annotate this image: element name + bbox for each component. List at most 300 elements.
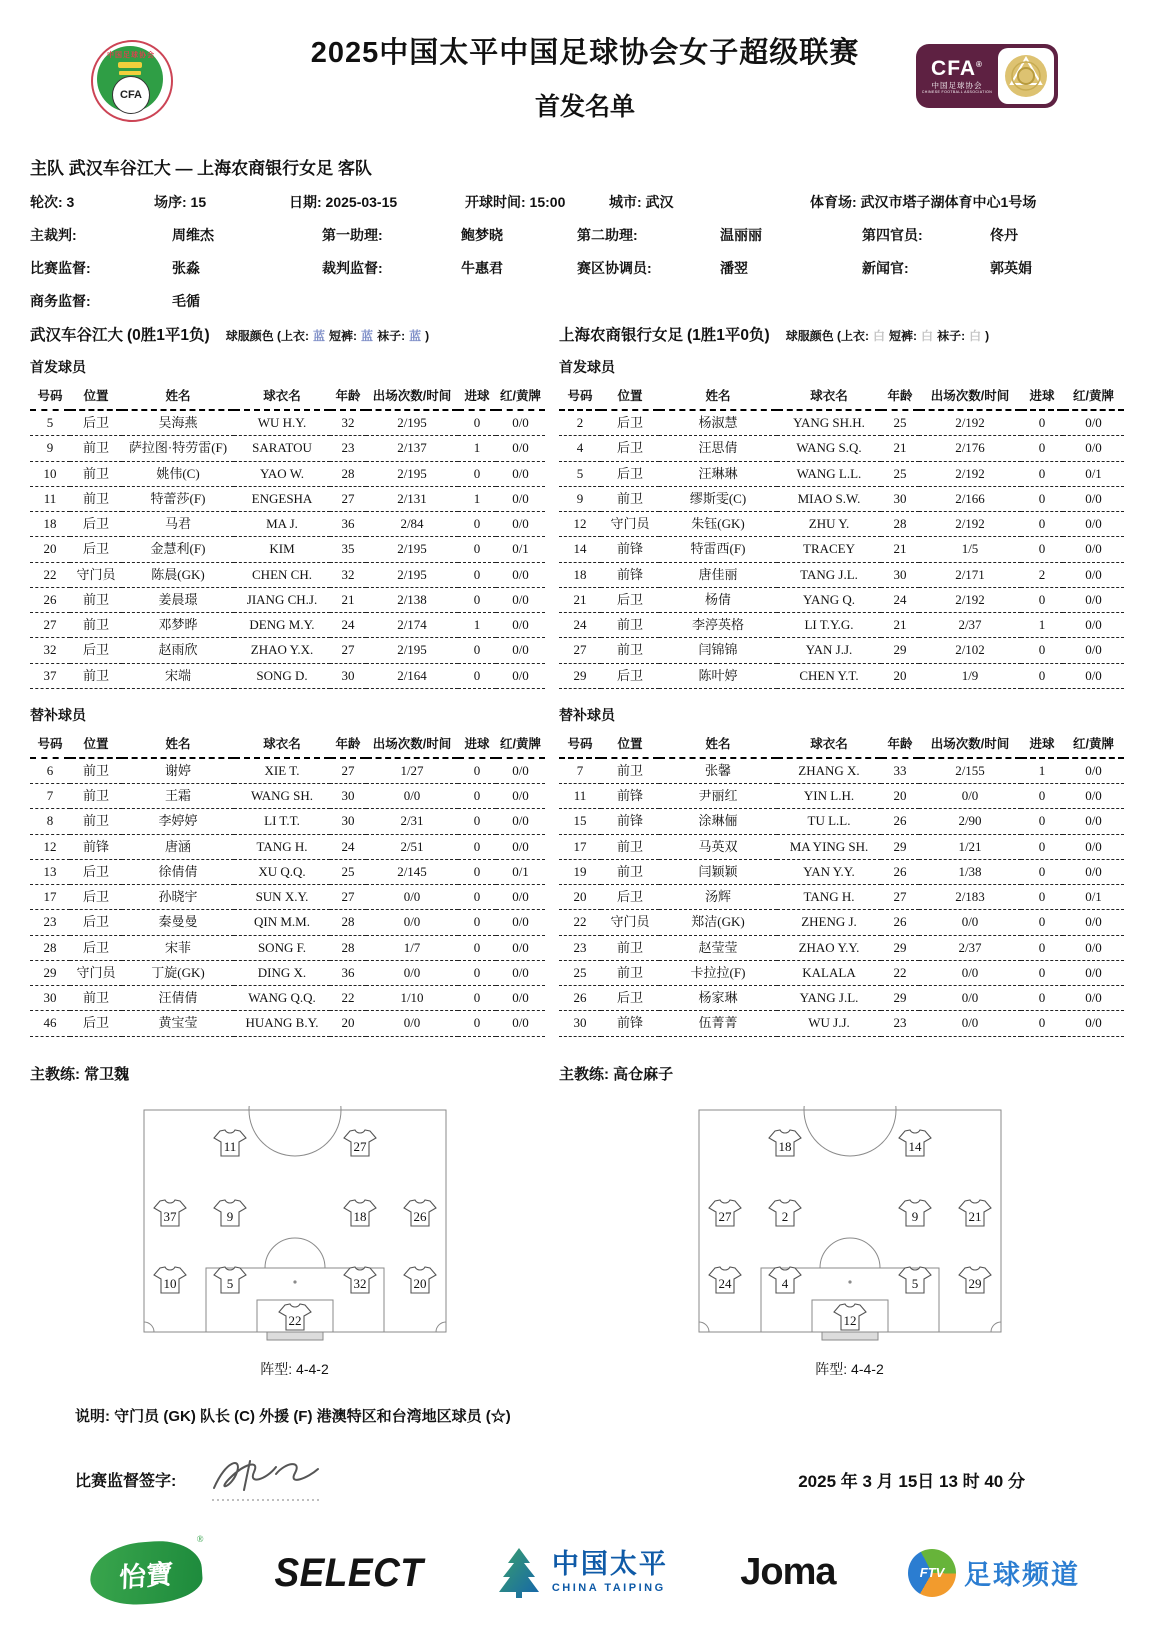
table-cell: 2/145 xyxy=(366,860,458,885)
column-gap xyxy=(545,436,559,461)
player-jersey xyxy=(709,1200,741,1226)
player-jersey xyxy=(959,1267,991,1293)
table-cell: 0 xyxy=(1021,588,1063,613)
table-cell: DING X. xyxy=(234,961,330,986)
table-cell: 前卫 xyxy=(70,986,122,1011)
table-cell: 25 xyxy=(881,411,919,436)
info-label: 新闻官: xyxy=(862,260,909,276)
table-cell: 1 xyxy=(458,613,496,638)
table-cell: 36 xyxy=(330,512,366,537)
table-cell: 守门员 xyxy=(70,961,122,986)
table-cell: 30 xyxy=(330,664,366,689)
info-value: 周维杰 xyxy=(172,227,214,243)
table-cell: 前卫 xyxy=(70,487,122,512)
supervisor-signature xyxy=(204,1452,334,1508)
column-header: 姓名 xyxy=(122,733,234,759)
table-cell: 32 xyxy=(330,563,366,588)
table-cell: WANG Q.Q. xyxy=(234,986,330,1011)
column-gap xyxy=(545,613,559,638)
table-cell: 9 xyxy=(30,436,70,461)
crest-gate-icon xyxy=(118,62,142,68)
table-cell: 30 xyxy=(30,986,70,1011)
table-cell: 2/131 xyxy=(366,487,458,512)
table-cell: 0/0 xyxy=(366,1011,458,1036)
table-cell: 守门员 xyxy=(601,910,659,935)
table-cell: 22 xyxy=(330,986,366,1011)
table-cell: XIE T. xyxy=(234,759,330,784)
column-header: 年龄 xyxy=(330,733,366,759)
table-cell: 28 xyxy=(330,462,366,487)
table-cell: 24 xyxy=(559,613,601,638)
table-cell: 26 xyxy=(881,860,919,885)
formation-pitch xyxy=(140,1106,450,1346)
table-cell: 前锋 xyxy=(601,784,659,809)
coaches-row xyxy=(30,1049,1140,1084)
table-cell: YAO W. xyxy=(234,462,330,487)
svg-text:9: 9 xyxy=(911,1208,918,1224)
table-cell: SARATOU xyxy=(234,436,330,461)
table-cell: 前卫 xyxy=(70,759,122,784)
info-value: 毛循 xyxy=(172,293,200,309)
player-jersey xyxy=(344,1267,376,1293)
table-cell: 27 xyxy=(30,613,70,638)
table-cell: XU Q.Q. xyxy=(234,860,330,885)
table-cell: 0 xyxy=(458,784,496,809)
table-cell: 闫锦锦 xyxy=(659,638,777,663)
table-cell: MA YING SH. xyxy=(777,835,881,860)
table-cell: 20 xyxy=(559,885,601,910)
column-gap xyxy=(545,759,559,784)
info-label: 比赛监督: xyxy=(30,260,91,276)
table-cell: 0/0 xyxy=(919,961,1021,986)
table-cell: LI T.Y.G. xyxy=(777,613,881,638)
table-cell: 2/171 xyxy=(919,563,1021,588)
table-cell: 27 xyxy=(881,885,919,910)
table-cell: 孙晓宇 xyxy=(122,885,234,910)
team-headers xyxy=(30,323,1140,345)
table-cell: 2 xyxy=(559,411,601,436)
column-gap xyxy=(545,986,559,1011)
table-cell: 2/195 xyxy=(366,638,458,663)
kit-label: ) xyxy=(425,329,430,343)
home-kit-colors xyxy=(224,329,431,343)
column-gap xyxy=(545,809,559,834)
table-cell: 后卫 xyxy=(601,411,659,436)
info-label: 第一助理: xyxy=(322,227,383,243)
table-cell: QIN M.M. xyxy=(234,910,330,935)
table-cell: 24 xyxy=(330,835,366,860)
info-field: 场序: 15 xyxy=(154,194,207,210)
table-cell: 马英双 xyxy=(659,835,777,860)
table-cell: 金慧利(F) xyxy=(122,537,234,562)
table-cell: 0 xyxy=(458,563,496,588)
table-cell: 30 xyxy=(881,487,919,512)
table-cell: 22 xyxy=(881,961,919,986)
table-cell: 46 xyxy=(30,1011,70,1036)
table-cell: 闫颖颖 xyxy=(659,860,777,885)
table-cell: 0 xyxy=(1021,986,1063,1011)
table-cell: WANG L.L. xyxy=(777,462,881,487)
info-value: 温丽丽 xyxy=(720,227,762,243)
table-cell: 26 xyxy=(881,910,919,935)
home-subs-label: 替补球员 xyxy=(30,706,86,723)
table-cell: 10 xyxy=(30,462,70,487)
player-jersey xyxy=(404,1200,436,1226)
away-team-name: 上海农商银行女足 xyxy=(559,327,684,344)
column-header: 红/黄牌 xyxy=(496,733,545,759)
table-cell: 李婷婷 xyxy=(122,809,234,834)
table-cell: 0 xyxy=(1021,664,1063,689)
table-cell: 1/9 xyxy=(919,664,1021,689)
sheet-header xyxy=(30,22,1140,144)
table-cell: 14 xyxy=(559,537,601,562)
column-header: 号码 xyxy=(559,733,601,759)
table-cell: 20 xyxy=(881,664,919,689)
formation-pitch xyxy=(695,1106,1005,1346)
match-teams-line: 主队 武汉车谷江大 — 上海农商银行女足 客队 xyxy=(30,159,372,178)
table-cell: 后卫 xyxy=(601,885,659,910)
table-cell: YIN L.H. xyxy=(777,784,881,809)
svg-text:12: 12 xyxy=(843,1312,856,1328)
table-cell: 0/0 xyxy=(366,910,458,935)
table-cell: 汪琳琳 xyxy=(659,462,777,487)
table-cell: 2/137 xyxy=(366,436,458,461)
table-cell: 赵雨欣 xyxy=(122,638,234,663)
column-gap xyxy=(545,563,559,588)
svg-text:26: 26 xyxy=(413,1208,426,1224)
column-header: 球衣名 xyxy=(234,385,330,411)
ftv-icon: FTV xyxy=(908,1549,956,1597)
table-cell: LI T.T. xyxy=(234,809,330,834)
table-cell: 2/195 xyxy=(366,462,458,487)
svg-text:18: 18 xyxy=(778,1138,791,1154)
table-cell: 0 xyxy=(1021,487,1063,512)
table-cell: 2/192 xyxy=(919,588,1021,613)
table-cell: 29 xyxy=(881,986,919,1011)
table-cell: 25 xyxy=(330,860,366,885)
player-jersey xyxy=(154,1267,186,1293)
column-header: 进球 xyxy=(1021,385,1063,411)
table-cell: 2/183 xyxy=(919,885,1021,910)
table-cell: 朱钰(GK) xyxy=(659,512,777,537)
column-header: 球衣名 xyxy=(777,733,881,759)
table-cell: 徐倩倩 xyxy=(122,860,234,885)
table-cell: 12 xyxy=(559,512,601,537)
table-cell: 27 xyxy=(330,759,366,784)
cfa-badge-logo xyxy=(916,44,1058,108)
table-cell: 前卫 xyxy=(601,860,659,885)
table-cell: 2/102 xyxy=(919,638,1021,663)
svg-text:4: 4 xyxy=(781,1275,788,1291)
player-jersey xyxy=(899,1200,931,1226)
table-cell: 0 xyxy=(1021,436,1063,461)
badge-cfa-text: CFA® xyxy=(931,56,983,80)
table-cell: 前卫 xyxy=(70,784,122,809)
table-cell: 0/0 xyxy=(496,961,545,986)
match-info-row xyxy=(30,258,1140,278)
info-value: 张淼 xyxy=(172,260,200,276)
table-cell: TANG J.L. xyxy=(777,563,881,588)
taiping-tree-icon xyxy=(496,1546,542,1600)
table-cell: 郑洁(GK) xyxy=(659,910,777,935)
table-cell: 22 xyxy=(30,563,70,588)
column-gap xyxy=(545,588,559,613)
table-cell: ZHENG J. xyxy=(777,910,881,935)
table-cell: 28 xyxy=(330,936,366,961)
table-cell: 2/195 xyxy=(366,537,458,562)
svg-text:2: 2 xyxy=(781,1208,788,1224)
column-gap xyxy=(545,961,559,986)
column-gap xyxy=(545,638,559,663)
table-cell: 23 xyxy=(559,936,601,961)
table-cell: 2/174 xyxy=(366,613,458,638)
column-gap xyxy=(545,487,559,512)
player-jersey xyxy=(899,1267,931,1293)
table-cell: 邓梦晔 xyxy=(122,613,234,638)
table-cell: 18 xyxy=(30,512,70,537)
table-cell: 0/0 xyxy=(1063,613,1124,638)
column-gap xyxy=(545,1011,559,1036)
table-cell: 0/0 xyxy=(1063,784,1124,809)
player-jersey xyxy=(214,1200,246,1226)
table-cell: 0 xyxy=(458,936,496,961)
table-cell: 0 xyxy=(458,664,496,689)
svg-text:37: 37 xyxy=(163,1208,176,1224)
table-cell: 0 xyxy=(1021,910,1063,935)
table-cell: HUANG B.Y. xyxy=(234,1011,330,1036)
svg-text:27: 27 xyxy=(353,1138,366,1154)
kit-label: 袜子: xyxy=(937,329,966,343)
kit-color-value: 白 xyxy=(969,329,982,343)
column-header: 号码 xyxy=(30,733,70,759)
table-cell: 杨倩 xyxy=(659,588,777,613)
table-cell: 丁旋(GK) xyxy=(122,961,234,986)
table-cell: 2/37 xyxy=(919,936,1021,961)
table-cell: 0/0 xyxy=(366,885,458,910)
table-cell: 前卫 xyxy=(601,487,659,512)
table-cell: 前卫 xyxy=(601,613,659,638)
table-cell: 0/0 xyxy=(919,986,1021,1011)
table-cell: 0/0 xyxy=(496,411,545,436)
table-cell: 28 xyxy=(30,936,70,961)
starters-labels xyxy=(30,357,1140,377)
table-cell: 0/0 xyxy=(1063,563,1124,588)
table-cell: 25 xyxy=(881,462,919,487)
home-coach: 主教练: 常卫魏 xyxy=(30,1065,130,1083)
table-cell: 0 xyxy=(458,638,496,663)
table-cell: 1/21 xyxy=(919,835,1021,860)
player-jersey xyxy=(769,1130,801,1156)
table-cell: 29 xyxy=(559,664,601,689)
table-cell: 前卫 xyxy=(70,613,122,638)
home-team-header xyxy=(30,323,559,345)
table-cell: 2/195 xyxy=(366,411,458,436)
table-cell: ENGESHA xyxy=(234,487,330,512)
table-cell: YAN Y.Y. xyxy=(777,860,881,885)
table-cell: 20 xyxy=(881,784,919,809)
table-cell: 29 xyxy=(30,961,70,986)
table-cell: 0/0 xyxy=(496,936,545,961)
column-header: 位置 xyxy=(70,385,122,411)
table-cell: 0/0 xyxy=(496,759,545,784)
column-gap xyxy=(545,733,559,759)
table-cell: TANG H. xyxy=(234,835,330,860)
table-cell: 26 xyxy=(559,986,601,1011)
formation-label: 阵型: 4-4-2 xyxy=(260,1360,329,1377)
column-header: 位置 xyxy=(70,733,122,759)
table-cell: 1 xyxy=(458,487,496,512)
signed-datetime: 2025 年 3 月 15日 13 时 40 分 xyxy=(798,1472,1025,1491)
table-cell: 26 xyxy=(881,809,919,834)
table-cell: 前卫 xyxy=(601,961,659,986)
table-cell: 0/0 xyxy=(1063,910,1124,935)
table-cell: 前卫 xyxy=(70,436,122,461)
table-cell: 2/84 xyxy=(366,512,458,537)
table-cell: 后卫 xyxy=(70,1011,122,1036)
svg-text:29: 29 xyxy=(968,1275,981,1291)
table-cell: 2/195 xyxy=(366,563,458,588)
table-cell: 2/138 xyxy=(366,588,458,613)
table-cell: 0/0 xyxy=(1063,487,1124,512)
table-cell: MA J. xyxy=(234,512,330,537)
table-cell: 0/0 xyxy=(496,436,545,461)
table-cell: 0/0 xyxy=(1063,986,1124,1011)
table-cell: 0 xyxy=(1021,462,1063,487)
table-cell: 0 xyxy=(458,1011,496,1036)
football-channel-logo: FTV 足球频道 xyxy=(908,1549,1080,1597)
table-cell: 0 xyxy=(1021,961,1063,986)
column-header: 红/黄牌 xyxy=(1063,733,1124,759)
home-team-record: (0胜1平1负) xyxy=(127,327,210,344)
kit-color-value: 蓝 xyxy=(409,329,422,343)
table-cell: 0/0 xyxy=(496,986,545,1011)
table-cell: 1/10 xyxy=(366,986,458,1011)
player-jersey xyxy=(769,1200,801,1226)
badge-left xyxy=(916,58,998,95)
cestbon-logo: 怡寶 ® xyxy=(88,1538,204,1608)
table-cell: 17 xyxy=(30,885,70,910)
table-cell: 2/166 xyxy=(919,487,1021,512)
table-cell: 0/0 xyxy=(496,462,545,487)
table-cell: MIAO S.W. xyxy=(777,487,881,512)
home-formation xyxy=(30,1106,559,1379)
svg-text:22: 22 xyxy=(288,1312,301,1328)
table-cell: WU H.Y. xyxy=(234,411,330,436)
table-cell: 特雷西(F) xyxy=(659,537,777,562)
table-cell: 2/176 xyxy=(919,436,1021,461)
table-cell: 0/0 xyxy=(496,512,545,537)
column-header: 出场次数/时间 xyxy=(919,385,1021,411)
table-cell: 21 xyxy=(330,588,366,613)
table-cell: 37 xyxy=(30,664,70,689)
table-cell: 宋端 xyxy=(122,664,234,689)
table-cell: 1 xyxy=(458,436,496,461)
table-cell: 后卫 xyxy=(70,512,122,537)
column-gap xyxy=(545,784,559,809)
table-cell: 马君 xyxy=(122,512,234,537)
column-header: 位置 xyxy=(601,385,659,411)
info-field: 城市: 武汉 xyxy=(609,194,674,210)
table-cell: 唐佳丽 xyxy=(659,563,777,588)
table-cell: 22 xyxy=(559,910,601,935)
table-cell: ZHAO Y.X. xyxy=(234,638,330,663)
table-cell: 0/0 xyxy=(1063,961,1124,986)
table-cell: YAN J.J. xyxy=(777,638,881,663)
table-cell: 2/31 xyxy=(366,809,458,834)
table-cell: 0/0 xyxy=(1063,809,1124,834)
column-header: 姓名 xyxy=(659,733,777,759)
table-cell: 0 xyxy=(1021,885,1063,910)
table-cell: 后卫 xyxy=(70,885,122,910)
table-cell: 0/0 xyxy=(919,784,1021,809)
table-cell: 守门员 xyxy=(70,563,122,588)
column-header: 姓名 xyxy=(659,385,777,411)
table-cell: 唐涵 xyxy=(122,835,234,860)
table-cell: 前卫 xyxy=(601,835,659,860)
table-cell: 30 xyxy=(330,809,366,834)
info-label: 商务监督: xyxy=(30,293,91,309)
table-cell: 23 xyxy=(30,910,70,935)
kit-color-value: 白 xyxy=(921,329,934,343)
svg-text:20: 20 xyxy=(413,1275,426,1291)
table-cell: 20 xyxy=(30,537,70,562)
table-cell: 0 xyxy=(458,512,496,537)
table-cell: 后卫 xyxy=(70,411,122,436)
table-cell: 前卫 xyxy=(601,759,659,784)
table-cell: 0/0 xyxy=(1063,759,1124,784)
table-cell: 2/192 xyxy=(919,512,1021,537)
table-cell: 0 xyxy=(458,986,496,1011)
match-info xyxy=(30,192,1140,311)
table-cell: 21 xyxy=(881,436,919,461)
table-cell: 7 xyxy=(559,759,601,784)
svg-text:32: 32 xyxy=(353,1275,366,1291)
table-cell: 0/0 xyxy=(1063,537,1124,562)
table-cell: 前卫 xyxy=(601,936,659,961)
table-cell: 前锋 xyxy=(70,835,122,860)
home-team-name: 武汉车谷江大 xyxy=(30,327,124,344)
table-cell: 0/0 xyxy=(1063,436,1124,461)
table-cell: 0/1 xyxy=(496,537,545,562)
table-cell: 0/1 xyxy=(1063,462,1124,487)
home-starters-label: 首发球员 xyxy=(30,359,86,375)
table-cell: 27 xyxy=(559,638,601,663)
kit-label: 短裤: xyxy=(329,329,358,343)
table-cell: 2/164 xyxy=(366,664,458,689)
table-cell: 0/0 xyxy=(919,910,1021,935)
table-cell: 0/0 xyxy=(496,638,545,663)
table-cell: 18 xyxy=(559,563,601,588)
kit-label: 袜子: xyxy=(377,329,406,343)
table-cell: WANG SH. xyxy=(234,784,330,809)
table-cell: 前卫 xyxy=(70,664,122,689)
table-cell: 0 xyxy=(458,411,496,436)
table-cell: SONG F. xyxy=(234,936,330,961)
away-kit-colors xyxy=(784,329,991,343)
player-jersey xyxy=(709,1267,741,1293)
table-cell: 27 xyxy=(330,487,366,512)
table-cell: JIANG CH.J. xyxy=(234,588,330,613)
table-cell: 11 xyxy=(30,487,70,512)
table-cell: 0/0 xyxy=(1063,638,1124,663)
table-cell: 前锋 xyxy=(601,563,659,588)
table-cell: 陈叶婷 xyxy=(659,664,777,689)
table-cell: 0/0 xyxy=(1063,860,1124,885)
table-cell: 0/0 xyxy=(496,613,545,638)
table-cell: 1 xyxy=(1021,759,1063,784)
table-cell: 5 xyxy=(30,411,70,436)
table-cell: TRACEY xyxy=(777,537,881,562)
